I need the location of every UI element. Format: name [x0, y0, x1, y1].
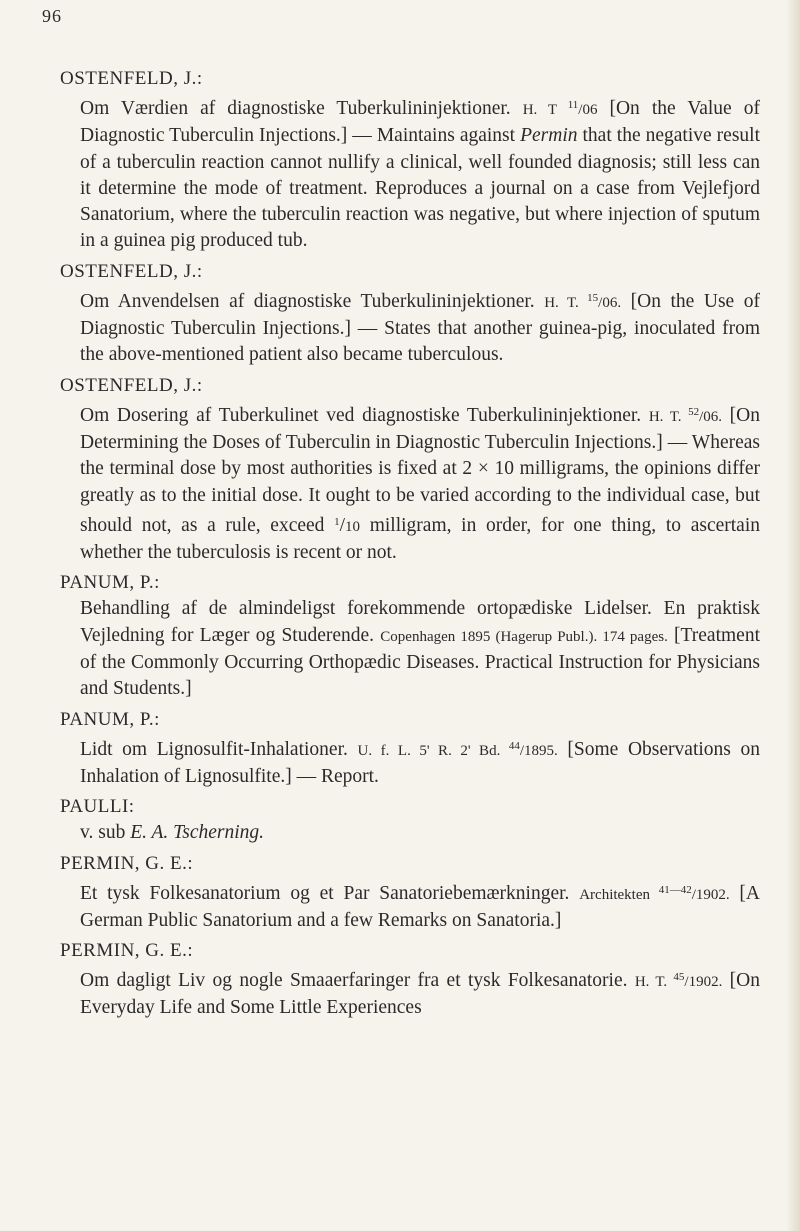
page-number: 96	[42, 6, 62, 26]
bibliography-entry	[60, 373, 760, 567]
entry-text: Om dagligt Liv og nogle Smaaerfaringer fra et tysk Folkesanatorie.	[80, 970, 635, 992]
entry-author: PAULLI:	[60, 796, 135, 818]
bibliography-entry	[60, 794, 760, 846]
entry-text: Om Værdien af diagnostiske Tuberkulininjektioner.	[80, 98, 523, 119]
entry-author: PANUM, P.:	[60, 572, 160, 594]
entry-text: [A German Public Sanatorium and a few Remarks on Sanatoria.]	[80, 882, 761, 931]
entry-text: H. T.	[634, 974, 674, 991]
entry-author: OSTENFELD, J.:	[60, 68, 203, 89]
bibliography-entry	[60, 66, 760, 255]
entry-description	[80, 596, 760, 702]
entry-text: milligram, in order, for one thing, to ascertain whether the tuberculosis is recent or not.	[80, 514, 760, 564]
entry-author: PERMIN, G. E.:	[60, 852, 194, 874]
entry-text: [Treatment of the Commonly Occurring Orthopædic Diseases. Practical Instruction for Physicians and Students.]	[80, 624, 760, 700]
entry-text: /	[339, 514, 346, 536]
bibliography-entry	[60, 851, 760, 935]
superscript-text: 45	[673, 971, 685, 984]
superscript-text: 1	[334, 515, 340, 528]
entry-author: OSTENFELD, J.:	[60, 260, 203, 282]
italic-text: E. A. Tscherning.	[130, 822, 265, 844]
entry-description	[80, 733, 760, 791]
entry-text: Behandling af de almindeligst forekommende ortopædiske Lidelser. En praktisk Vejledning for Læger og Studerende.	[80, 598, 760, 646]
superscript-text: 41—42	[658, 883, 692, 896]
page-edge-shadow	[786, 0, 800, 1231]
bibliography-entry	[60, 570, 760, 702]
entry-description	[80, 399, 760, 567]
entry-text: Lidt om Lignosulfit-Inhalationer.	[80, 738, 358, 760]
bibliography-list	[60, 66, 760, 1026]
superscript-text: 15	[587, 291, 599, 304]
superscript-text: 11	[567, 99, 579, 111]
entry-text: H. T	[522, 102, 568, 118]
entry-text: H. T.	[648, 408, 689, 425]
entry-text: U. f. L. 5' R. 2' Bd.	[357, 742, 509, 759]
entry-text: Om Dosering af Tuberkulinet ved diagnostiske Tuberkulininjektioner.	[80, 404, 649, 426]
entry-author: OSTENFELD, J.:	[60, 374, 203, 396]
entry-text: Et tysk Folkesanatorium og et Par Sanatoriebemærkninger.	[80, 882, 580, 904]
entry-text: [On Everyday Life and Some Little Experiences	[80, 970, 760, 1019]
bibliography-entry	[60, 259, 760, 369]
entry-description	[80, 285, 760, 369]
italic-text: Permin	[520, 125, 578, 147]
entry-text: /1902.	[691, 886, 730, 903]
entry-text: /06	[578, 102, 598, 118]
entry-author: PANUM, P.:	[60, 708, 160, 730]
entry-text: /06.	[598, 294, 622, 311]
entry-text: Copenhagen 1895 (Hagerup Publ.). 174 pages.	[380, 628, 668, 645]
entry-text: that the negative result of a tuberculin reaction cannot nullify a clinical, well founded diagnosis; still less can it determine the mode of treatment. Reproduces a journal on a case from Vejlefjord Sanatorium, where the tuberculin reaction was negative, but where injection of sputum in a guinea pig produced tub.	[80, 125, 760, 252]
entry-text: H. T.	[544, 294, 588, 311]
entry-text: [On Determining the Doses of Tuberculin in Diagnostic Tuberculin Injections.] — Whereas the terminal dose by most authorities is fixed at 2 × 10 milligrams, the opinions differ greatly as to the initial dose. It ought to be varied according to the individual case, but should not, as a rule, exceed	[80, 404, 760, 536]
entry-description	[80, 92, 760, 255]
superscript-text: 44	[508, 739, 520, 752]
entry-text: Om Anvendelsen af diagnostiske Tuberkulininjektioner.	[80, 290, 545, 312]
bibliography-entry	[60, 707, 760, 791]
entry-text: [On the Value of Diagnostic Tuberculin Injections.] — Maintains against	[80, 98, 760, 147]
entry-text: v. sub	[80, 822, 131, 844]
entry-author: PERMIN, G. E.:	[60, 940, 194, 962]
entry-text: /1902.	[684, 974, 723, 991]
bibliography-entry	[60, 938, 760, 1022]
entry-description	[80, 877, 760, 935]
entry-text: /06.	[699, 408, 722, 425]
entry-text: [Some Observations on Inhalation of Lignosulfite.] — Report.	[80, 738, 761, 787]
entry-text: 10	[345, 518, 361, 535]
entry-description	[80, 820, 760, 846]
superscript-text: 52	[688, 405, 700, 418]
entry-text: [On the Use of Diagnostic Tuberculin Injections.] — States that another guinea-pig, inoculated from the above-mentioned patient also became tuberculous.	[80, 290, 760, 366]
entry-text: Architekten	[579, 886, 659, 903]
entry-description	[80, 964, 760, 1022]
entry-text: /1895.	[519, 742, 558, 759]
